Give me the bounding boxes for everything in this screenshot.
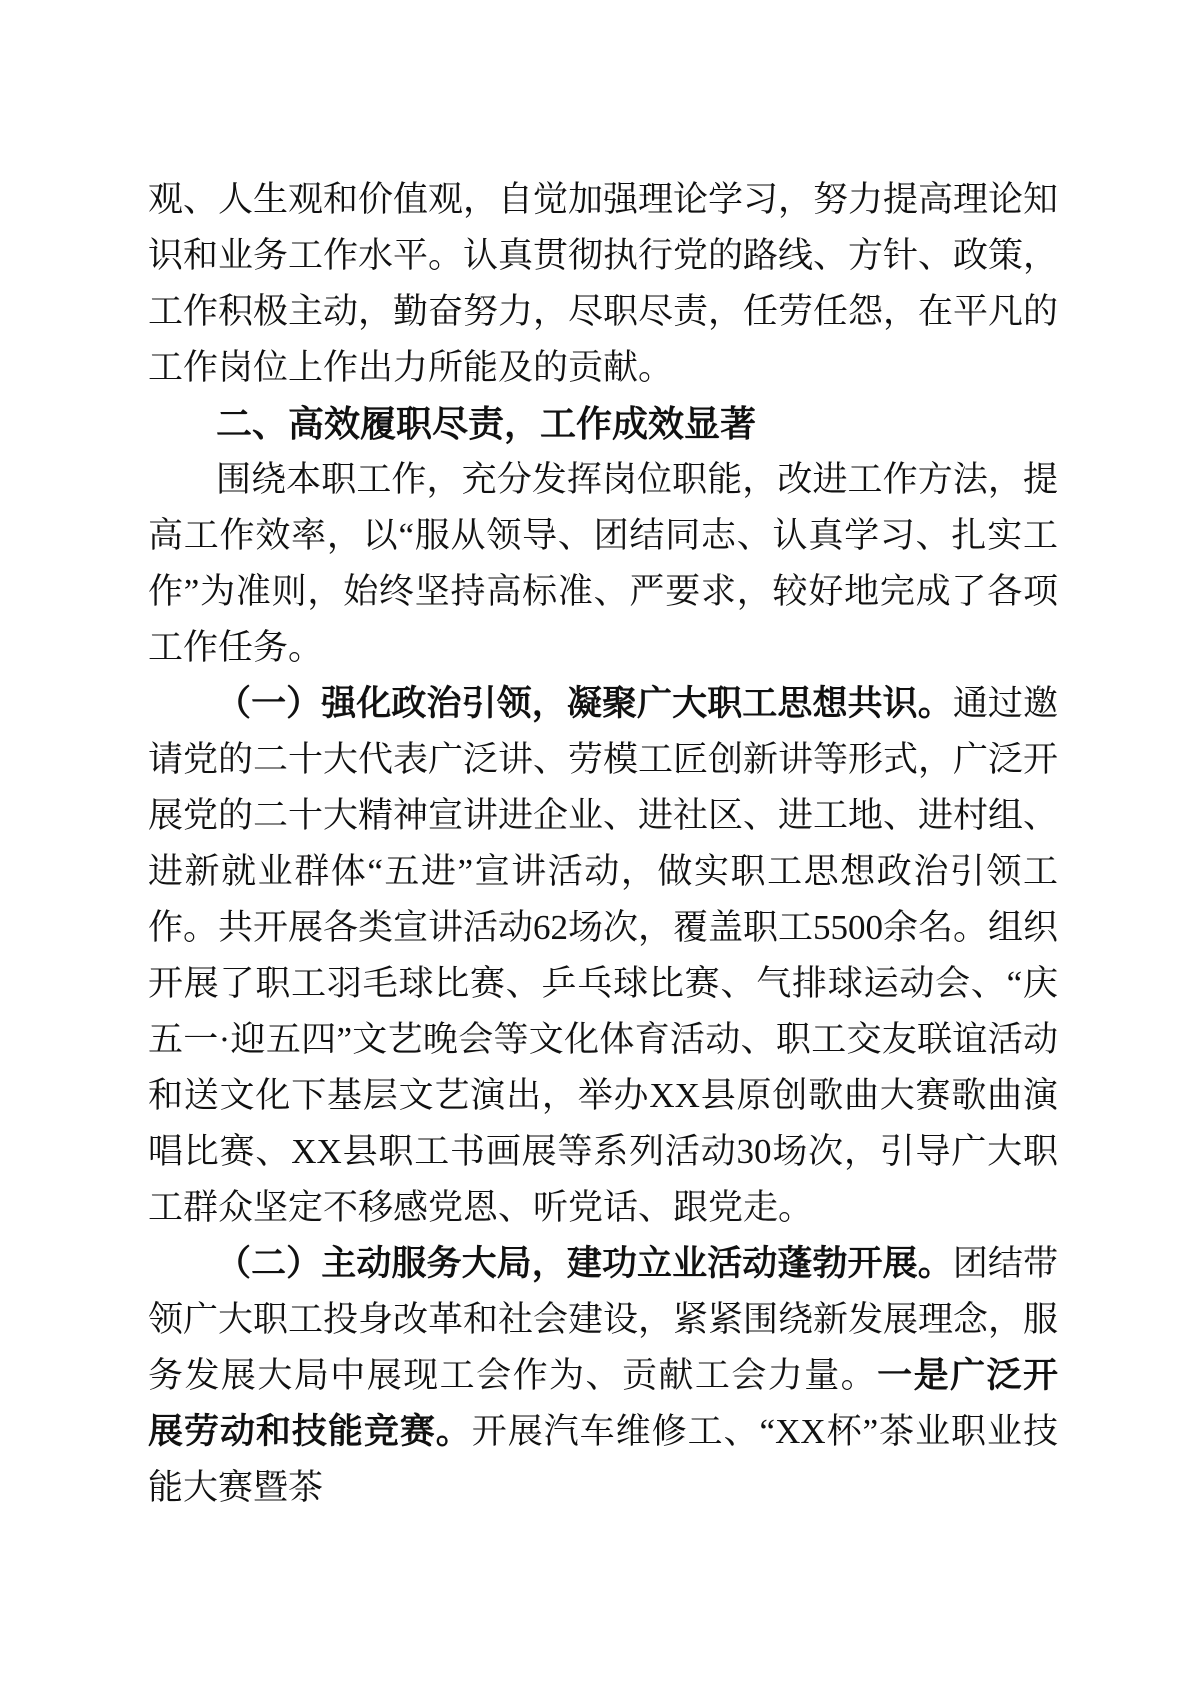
- text-run: 团结带领广大职工投身改革和社会建设，紧紧围绕新发展理念，服务发展大局中展现工会作为、贡献工会力量。: [148, 1244, 1059, 1395]
- emphasis-run: 一是广泛开展劳动和技能竞赛。: [148, 1356, 1058, 1451]
- text-run: 开展汽车维修工、“XX杯”茶业职业技能大赛暨茶: [148, 1412, 1058, 1507]
- text-run: 观、人生观和价值观，自觉加强理论学习，努力提高理论知识和业务工作水平。认真贯彻执行党的路线、方针、政策，工作积极主动，勤奋努力，尽职尽责，任劳任怨，在平凡的工作岗位上作出力所能及的贡献。: [148, 180, 1059, 387]
- text-run: 围绕本职工作，充分发挥岗位职能，改进工作方法，提高工作效率，以“服从领导、团结同志、认真学习、扎实工作”为准则，始终坚持高标准、严要求，较好地完成了各项工作任务。: [148, 460, 1058, 667]
- emphasis-run: （一）强化政治引领，凝聚广大职工思想共识。: [216, 684, 953, 723]
- emphasis-run: 二、高效履职尽责，工作成效显著: [216, 403, 757, 444]
- body-paragraph: [148, 676, 1058, 1236]
- text-area: [148, 172, 1058, 1516]
- body-paragraph: [148, 172, 1058, 396]
- section-heading: [148, 396, 1058, 452]
- body-paragraph: [148, 452, 1058, 676]
- body-paragraph: [148, 1236, 1058, 1516]
- text-run: 通过邀请党的二十大代表广泛讲、劳模工匠创新讲等形式，广泛开展党的二十大精神宣讲进企业、进社区、进工地、进村组、进新就业群体“五进”宣讲活动，做实职工思想政治引领工作。共开展各类宣讲活动62场次，覆盖职工5500余名。组织开展了职工羽毛球比赛、乒乓球比赛、气排球运动会、“庆五一·迎五四”文艺晚会等文化体育活动、职工交友联谊活动和送文化下基层文艺演出，举办XX县原创歌曲大赛歌曲演唱比赛、XX县职工书画展等系列活动30场次，引导广大职工群众坚定不移感党恩、听党话、跟党走。: [148, 684, 1059, 1227]
- emphasis-run: （二）主动服务大局，建功立业活动蓬勃开展。: [216, 1244, 953, 1283]
